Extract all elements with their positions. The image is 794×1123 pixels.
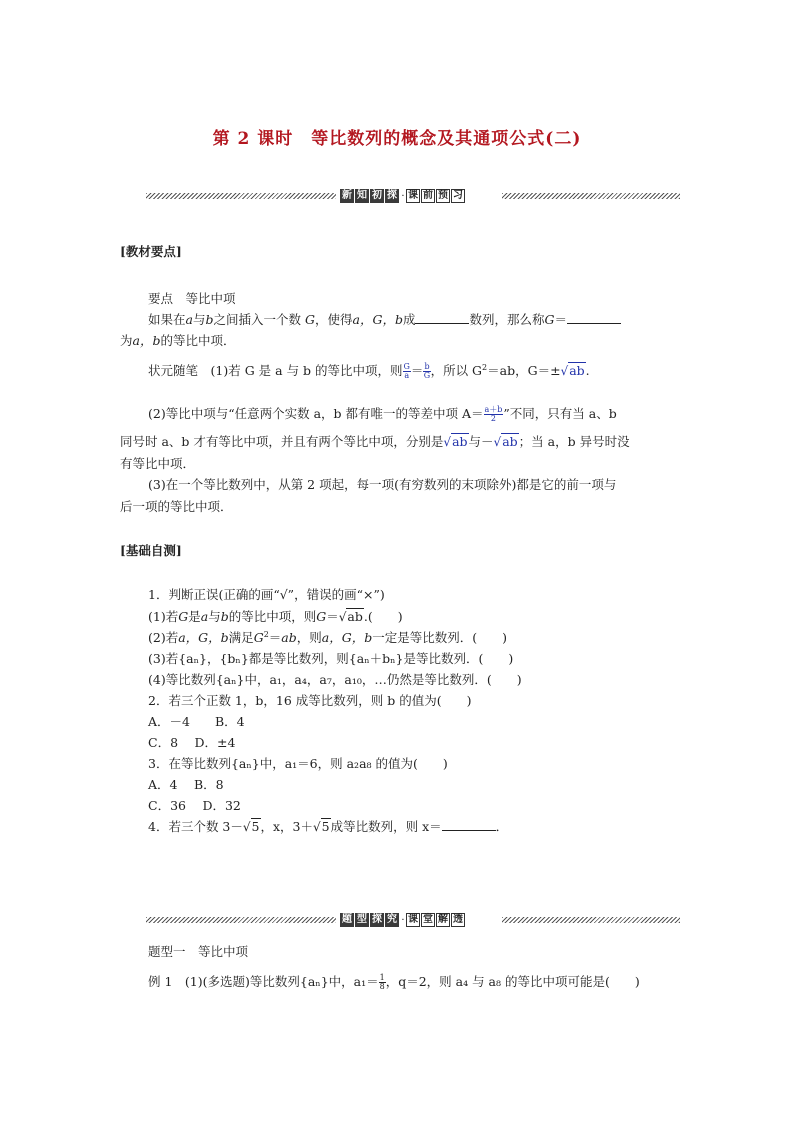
banner-char: 探 [387, 190, 397, 201]
banner-char: 课 [408, 190, 418, 201]
note-2-line-2: 同号时 a、b 才有等比中项，并且有两个等比中项，分别是√ab与－√ab；当 a，b 异号时没 [120, 434, 630, 449]
question-1: 1．判断正误(正确的画“√”，错误的画“×”) [148, 587, 385, 602]
question-1-3: (3)若{aₙ}，{bₙ}都是等比数列，则{aₙ＋bₙ}是等比数列．( ) [148, 651, 514, 666]
example-1: 例 1 (1)(多选题)等比数列{aₙ}中，a₁＝ $\frac{1}{8}$ ，q＝2，则 a₄ 与 a₈ 的等比中项可能是( ) [148, 973, 640, 991]
answer-blank[interactable] [415, 311, 469, 324]
section-banner-explore [146, 913, 680, 927]
section-heading-textbook: [教材要点] [120, 244, 182, 259]
banner-hatch-left [146, 193, 336, 199]
question-3: 3．在等比数列{aₙ}中，a₁＝6，则 a₂a₈ 的值为( ) [148, 756, 448, 771]
question-2-options-cd: C．8 D．±4 [148, 735, 236, 750]
answer-blank[interactable] [567, 311, 621, 324]
note-3-line-2: 后一项的等比中项． [120, 499, 233, 514]
type-1-heading: 题型一 等比中项 [148, 944, 249, 959]
banner-hatch-left [146, 917, 336, 923]
note-2-line-1: (2)等比中项与“任意两个实数 a，b 都有唯一的等差中项 A＝ $\frac{a+b}{2}$ ”不同，只有当 a、b [148, 405, 617, 423]
point-line-2: 为a，b的等比中项． [120, 333, 236, 348]
banner-char: 透 [453, 914, 463, 925]
banner-char: 前 [423, 190, 433, 201]
page-title: 第 2 课时 等比数列的概念及其通项公式(二) [212, 129, 582, 149]
banner-char: 题 [342, 914, 352, 925]
banner-char: 探 [372, 914, 382, 925]
note-1: 状元随笔 (1)若 G 是 a 与 b 的等比中项，则 $\frac{G}{a}$ ＝ $\frac{b}{G}$ ，所以 $G^2=ab$，G＝±√ab. [148, 362, 590, 380]
question-3-options-ab: A．4 B．8 [148, 777, 224, 792]
question-2: 2．若三个正数 1，b，16 成等比数列，则 b 的值为( ) [148, 693, 472, 708]
banner-hatch-right [502, 917, 680, 923]
banner-char: 究 [387, 914, 397, 925]
banner-hatch-right [502, 193, 680, 199]
question-1-4: (4)等比数列{aₙ}中，a₁，a₄，a₇，a₁₀，…仍然是等比数列．( ) [148, 672, 522, 687]
question-1-1: (1)若G是a与b的等比中项，则G＝√ab.( ) [148, 609, 403, 624]
question-4: 4．若三个数 3－√5，x，3＋√5成等比数列，则 x＝ ． [148, 819, 509, 834]
banner-char: 解 [438, 914, 448, 925]
banner-labels: 新 知 初 探 · 课 前 预 习 [342, 190, 463, 202]
point-title: 要点 等比中项 [148, 291, 236, 306]
banner-labels: 题 型 探 究 · 课 堂 解 透 [342, 914, 463, 926]
banner-char: 堂 [423, 914, 433, 925]
note-3-line-1: (3)在一个等比数列中，从第 2 项起，每一项(有穷数列的末项除外)都是它的前一项与 [148, 477, 617, 492]
question-3-options-cd: C．36 D．32 [148, 798, 241, 813]
question-2-options-ab: A．－4 B．4 [148, 714, 245, 729]
section-heading-selftest: [基础自测] [120, 543, 182, 558]
note-2-line-3: 有等比中项． [120, 456, 196, 471]
banner-char: 课 [408, 914, 418, 925]
banner-char: 型 [357, 914, 367, 925]
banner-char: 新 [342, 190, 352, 201]
section-banner-preview [146, 189, 680, 203]
banner-char: 预 [438, 190, 448, 201]
banner-char: 知 [357, 190, 367, 201]
answer-blank[interactable] [442, 818, 496, 831]
banner-char: 习 [453, 190, 463, 201]
point-line-1: 如果在a与b之间插入一个数 G，使得a，G，b成 数列，那么称G＝ [148, 310, 621, 328]
question-1-2: (2)若a，G，b满足$G^2=ab$，则a，G，b一定是等比数列．( ) [148, 629, 507, 645]
banner-char: 初 [372, 190, 382, 201]
